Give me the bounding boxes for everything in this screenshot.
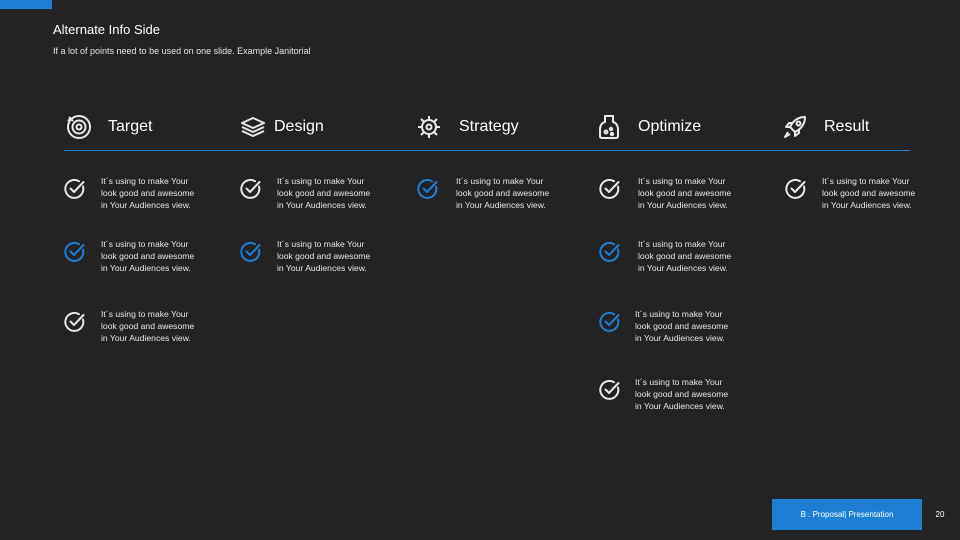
list-item-text: It´s using to make Your look good and awesome in Your Audiences view. — [277, 239, 371, 273]
list-item — [635, 308, 731, 344]
check-icon — [598, 240, 622, 264]
slide-subtitle: If a lot of points need to be used on one slide. Example Janitorial — [53, 46, 311, 56]
footer-label-box — [772, 499, 922, 530]
list-item-text: It´s using to make Your look good and awesome in Your Audiences view. — [277, 176, 371, 210]
list-item-text: It´s using to make Your look good and awesome in Your Audiences view. — [101, 309, 195, 343]
check-icon — [416, 177, 440, 201]
header-divider — [64, 150, 910, 151]
column-label-target: Target — [108, 118, 153, 135]
list-item — [277, 238, 373, 274]
column-header-design — [238, 110, 324, 144]
check-icon — [63, 177, 87, 201]
list-item — [101, 308, 197, 344]
check-icon — [784, 177, 808, 201]
column-label-design: Design — [274, 118, 324, 135]
footer-label: B . Proposal| Presentation — [800, 510, 894, 519]
column-header-optimize — [594, 110, 701, 144]
list-item-text: It´s using to make Your look good and awesome in Your Audiences view. — [638, 239, 732, 273]
list-item — [638, 238, 734, 274]
column-label-optimize: Optimize — [638, 118, 702, 135]
list-item — [101, 238, 197, 274]
check-icon — [63, 310, 87, 334]
layers-icon — [238, 112, 268, 142]
check-icon — [239, 240, 263, 264]
check-icon — [598, 378, 622, 402]
column-label-result: Result — [824, 118, 870, 135]
list-item — [638, 175, 734, 211]
list-item — [101, 175, 197, 211]
list-item-text: It´s using to make Your look good and awesome in Your Audiences view. — [456, 176, 550, 210]
list-item — [822, 175, 918, 211]
target-icon — [64, 112, 94, 142]
check-icon — [598, 310, 622, 334]
page-number: 20 — [935, 510, 945, 519]
check-icon — [598, 177, 622, 201]
list-item-text: It´s using to make Your look good and awesome in Your Audiences view. — [635, 309, 729, 343]
flask-icon — [594, 112, 624, 142]
column-header-strategy — [414, 110, 519, 144]
list-item — [456, 175, 552, 211]
check-icon — [239, 177, 263, 201]
slide-title: Alternate Info Side — [53, 22, 160, 37]
list-item — [277, 175, 373, 211]
check-icon — [63, 240, 87, 264]
list-item-text: It´s using to make Your look good and awesome in Your Audiences view. — [101, 176, 195, 210]
list-item-text: It´s using to make Your look good and awesome in Your Audiences view. — [638, 176, 732, 210]
list-item-text: It´s using to make Your look good and awesome in Your Audiences view. — [101, 239, 195, 273]
rocket-icon — [780, 112, 810, 142]
list-item-text: It´s using to make Your look good and awesome in Your Audiences view. — [822, 176, 916, 210]
corner-accent-tab — [0, 0, 52, 9]
column-header-result — [780, 110, 869, 144]
list-item — [635, 376, 731, 412]
column-label-strategy: Strategy — [459, 118, 519, 135]
list-item-text: It´s using to make Your look good and awesome in Your Audiences view. — [635, 377, 729, 411]
column-header-target — [64, 110, 152, 144]
gear-icon — [414, 112, 444, 142]
